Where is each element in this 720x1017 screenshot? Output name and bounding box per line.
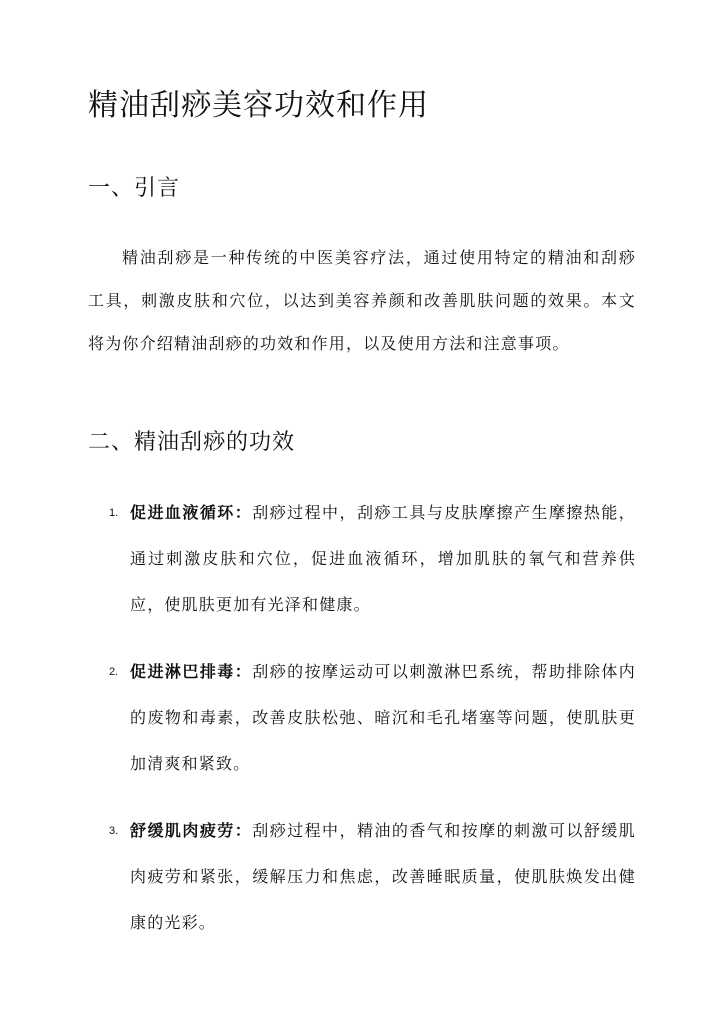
effect-label: 舒缓肌肉疲劳：	[130, 821, 253, 840]
effect-item-lymph-detox	[88, 649, 636, 787]
effect-item-muscle-relief	[88, 808, 636, 946]
section-heading-effects: 二、精油刮痧的功效	[88, 430, 296, 455]
list-number: 1.	[109, 507, 119, 519]
effect-text: 刮痧的按摩运动可以刺激淋巴系统，帮助排除体内的废物和毒素，改善皮肤松弛、暗沉和毛孔堵塞等问题，使肌肤更加清爽和紧致。	[130, 662, 636, 773]
section-heading-intro: 一、引言	[88, 176, 181, 201]
effect-text: 刮痧过程中，刮痧工具与皮肤摩擦产生摩擦热能，通过刺激皮肤和穴位，促进血液循环，增加肌肤的氧气和营养供应，使肌肤更加有光泽和健康。	[130, 503, 636, 614]
effect-label: 促进血液循环：	[130, 503, 253, 522]
list-number: 3.	[109, 825, 119, 837]
list-number: 2.	[109, 666, 119, 678]
intro-paragraph: 精油刮痧是一种传统的中医美容疗法，通过使用特定的精油和刮痧工具，刺激皮肤和穴位，以达到美容养颜和改善肌肤问题的效果。本文将为你介绍精油刮痧的功效和作用，以及使用方法和注意事项。	[88, 248, 636, 353]
effect-label: 促进淋巴排毒：	[130, 662, 253, 681]
effect-item-blood-circulation	[88, 490, 636, 628]
effects-list	[88, 490, 636, 967]
effect-text: 刮痧过程中，精油的香气和按摩的刺激可以舒缓肌肉疲劳和紧张，缓解压力和焦虑，改善睡眠质量，使肌肤焕发出健康的光彩。	[130, 821, 636, 932]
document-title: 精油刮痧美容功效和作用	[88, 88, 429, 123]
